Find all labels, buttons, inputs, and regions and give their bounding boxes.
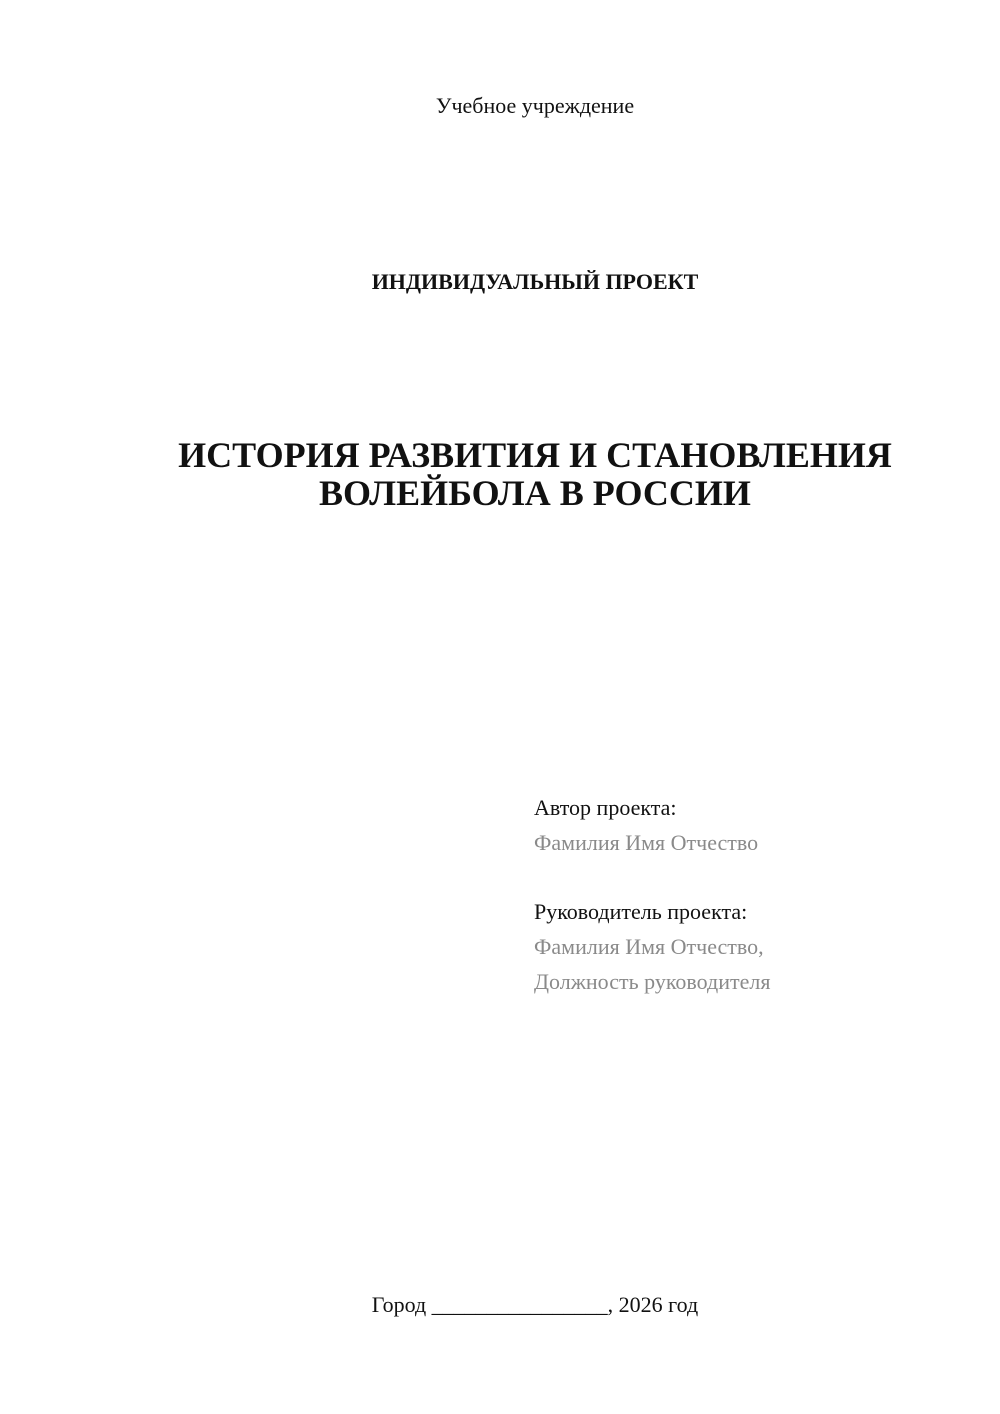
city-year-footer: Город ________________, 2026 год	[371, 1292, 699, 1317]
project-title-line-1: ИСТОРИЯ РАЗВИТИЯ И СТАНОВЛЕНИЯ	[178, 435, 892, 475]
author-name: Фамилия Имя Отчество	[534, 830, 759, 855]
project-type-heading: ИНДИВИДУАЛЬНЫЙ ПРОЕКТ	[371, 269, 699, 294]
supervisor-name: Фамилия Имя Отчество,	[534, 934, 764, 959]
author-label: Автор проекта:	[534, 795, 677, 820]
project-info-block	[534, 790, 974, 999]
institution-name: Учебное учреждение	[435, 93, 635, 118]
project-title	[100, 436, 970, 512]
supervisor-label: Руководитель проекта:	[534, 899, 748, 924]
supervisor-position: Должность руководителя	[534, 969, 771, 994]
spacer	[534, 860, 974, 894]
project-title-line-2: ВОЛЕЙБОЛА В РОССИИ	[319, 473, 751, 513]
